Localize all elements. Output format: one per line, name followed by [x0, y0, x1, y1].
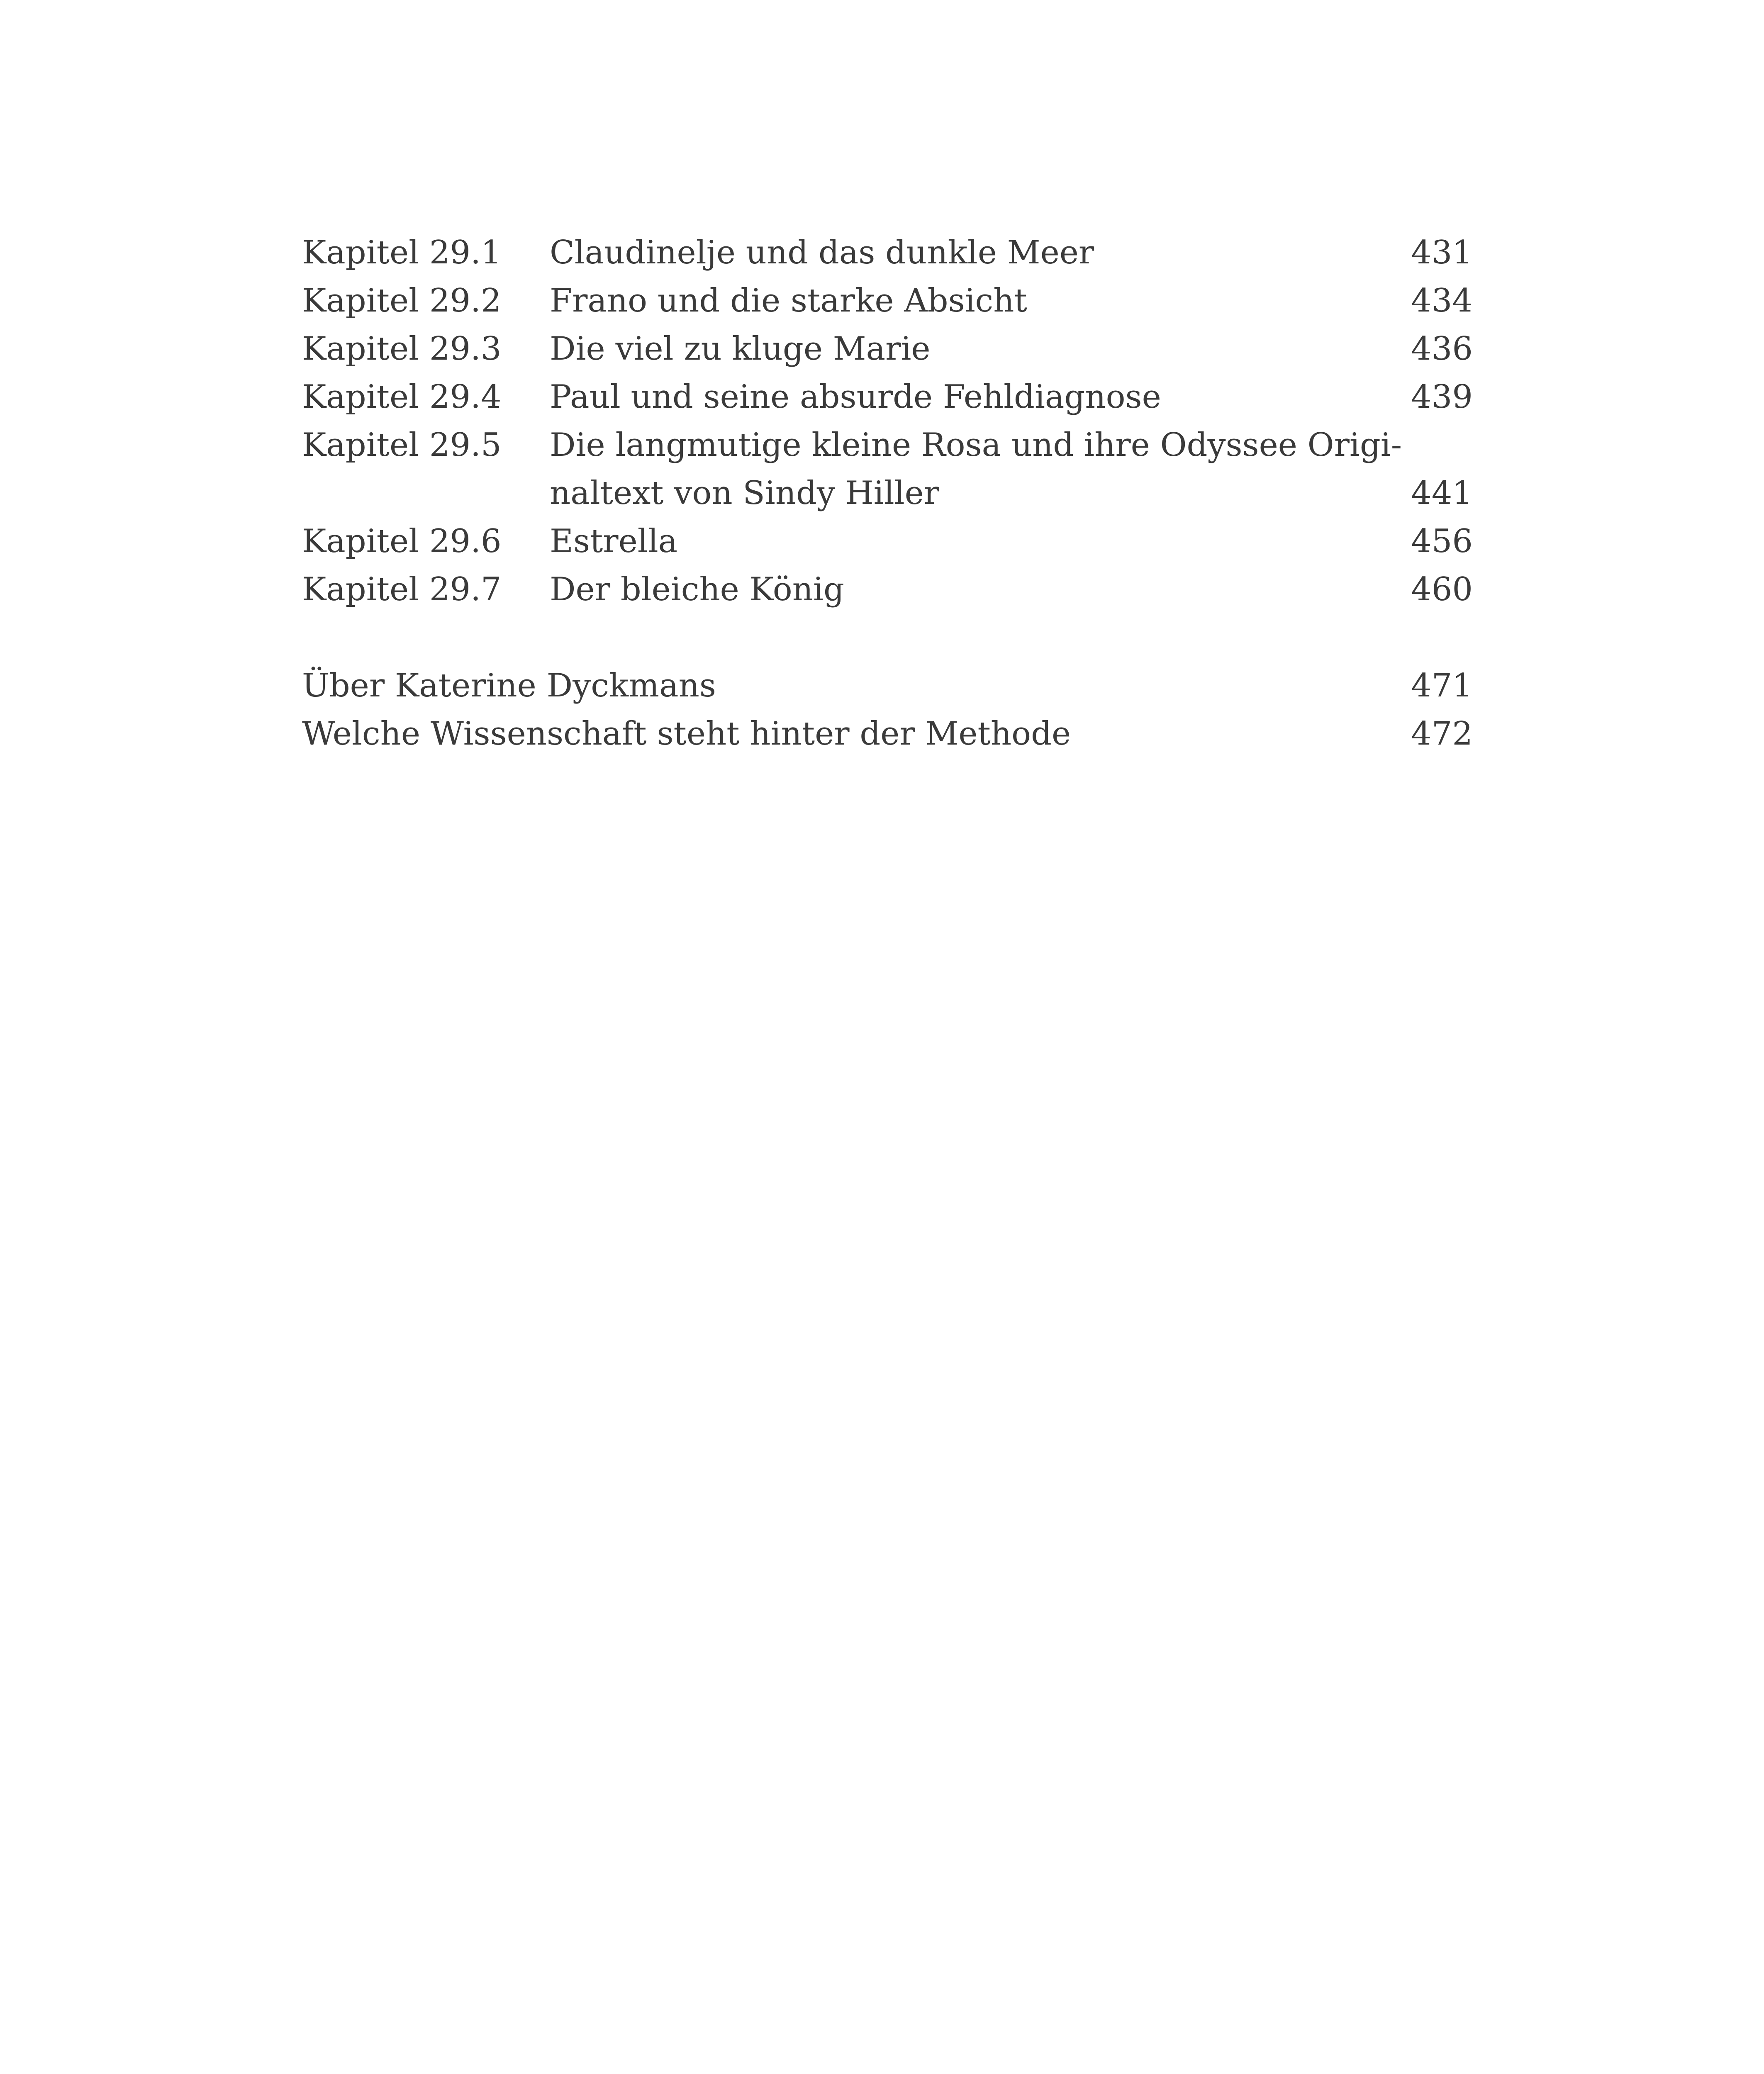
- chapter-title-line: Die langmutige kleine Rosa und ihre Odyssee Origi-: [550, 426, 1402, 464]
- chapter-label: Kapitel 29.3: [302, 330, 502, 368]
- toc-entry-29-5: [302, 421, 1473, 517]
- chapter-title-line: Der bleiche König: [550, 571, 844, 608]
- chapter-label: Kapitel 29.7: [302, 571, 502, 608]
- chapter-title: [550, 421, 1402, 517]
- page-number: 471: [1411, 667, 1473, 704]
- chapter-title-line: Estrella: [550, 523, 678, 560]
- chapter-title-line: Die viel zu kluge Marie: [550, 330, 931, 368]
- toc-entry-about-author: [302, 662, 1473, 710]
- chapter-label: Kapitel 29.5: [302, 426, 502, 464]
- toc-entry-29-1: [302, 229, 1473, 277]
- section-spacer: [302, 613, 1473, 662]
- chapter-label: Kapitel 29.2: [302, 282, 502, 319]
- page-number: 434: [1411, 282, 1473, 319]
- chapter-title: [550, 277, 1338, 325]
- chapter-title: [550, 517, 1338, 565]
- toc-entry-29-4: [302, 373, 1473, 421]
- appendix-title: Welche Wissenschaft steht hinter der Methode: [302, 715, 1071, 752]
- table-of-contents: [302, 229, 1473, 758]
- chapter-title-line: Frano und die starke Absicht: [550, 282, 1027, 319]
- chapter-title: [550, 229, 1338, 277]
- page-number: 441: [1411, 475, 1473, 512]
- chapter-title-line: Claudinelje und das dunkle Meer: [550, 234, 1094, 271]
- toc-entry-29-7: [302, 565, 1473, 613]
- chapter-label: Kapitel 29.4: [302, 378, 502, 416]
- chapter-label: Kapitel 29.6: [302, 523, 502, 560]
- chapter-title: [550, 565, 1338, 613]
- toc-entry-29-2: [302, 277, 1473, 325]
- page-number: 436: [1411, 330, 1473, 368]
- chapter-title-line: Paul und seine absurde Fehldiagnose: [550, 378, 1161, 416]
- page-number: 431: [1411, 234, 1473, 271]
- page-number: 460: [1411, 571, 1473, 608]
- chapter-label: Kapitel 29.1: [302, 234, 502, 271]
- chapter-title: [550, 325, 1338, 373]
- toc-entry-science: [302, 710, 1473, 758]
- appendix-title: Über Katerine Dyckmans: [302, 667, 716, 704]
- page-number: 439: [1411, 378, 1473, 416]
- toc-entry-29-3: [302, 325, 1473, 373]
- page-number: 472: [1411, 715, 1473, 752]
- chapter-title: [550, 373, 1338, 421]
- chapter-title-line: naltext von Sindy Hiller: [550, 475, 940, 512]
- toc-entry-29-6: [302, 517, 1473, 565]
- page-number: 456: [1411, 523, 1473, 560]
